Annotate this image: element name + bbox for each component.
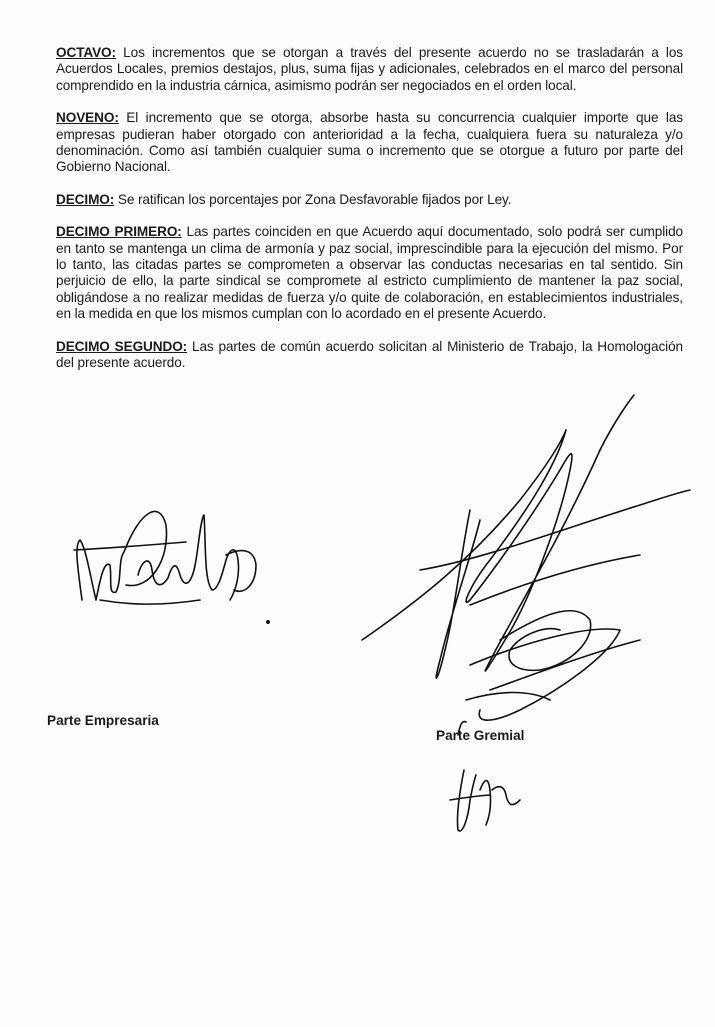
clause-heading: NOVENO: bbox=[56, 110, 119, 126]
clause-heading: DECIMO: bbox=[56, 191, 115, 207]
signature-empresaria bbox=[77, 511, 256, 600]
clause-heading: OCTAVO: bbox=[56, 45, 116, 60]
clauses-section bbox=[56, 45, 683, 388]
signature-gremial bbox=[362, 395, 634, 671]
clause-decimo bbox=[56, 192, 683, 208]
clause-heading: DECIMO PRIMERO: bbox=[56, 224, 182, 240]
clause-text: El incremento que se otorga, absorbe hasta su concurrencia cualquier importe que las empresas pudieran haber otorgado con anterioridad a la fecha, cualquiera fuera su naturaleza y/o denominación. Como así también cualquier suma o incremento que se otorgue a futuro por parte del Gobierno Nacional. bbox=[56, 110, 683, 175]
label-parte-empresaria: Parte Empresaria bbox=[47, 713, 159, 728]
clause-heading: DECIMO SEGUNDO: bbox=[56, 338, 188, 354]
clause-text: Las partes de común acuerdo solicitan al Ministerio de Trabajo, la Homologación del presente acuerdo. bbox=[56, 338, 683, 371]
clause-decimo-primero bbox=[56, 224, 683, 322]
clause-decimo-segundo bbox=[56, 339, 683, 372]
clause-noveno bbox=[56, 110, 683, 176]
clause-text: Se ratifican los porcentajes por Zona Desfavorable fijados por Ley. bbox=[117, 191, 512, 207]
label-parte-gremial: Parte Gremial bbox=[436, 728, 525, 743]
clause-text: Las partes coinciden en que Acuerdo aquí documentado, solo podrá ser cumplido en tanto se mantenga un clima de armonía y paz social, imprescindible para la ejecución del mismo. Por lo tanto, las citadas partes se comprometen a observar las conductas necesarias en tal sentido. Sin perjuicio de ello, la parte sindical se compromete al estricto cumplimiento de mantener la paz social, obligándose a no realizar medidas de fuerza y/o quite de colaboración, en establecimientos industriales, en la medida en que los mismos cumplan con lo acordado en el presente Acuerdo. bbox=[56, 224, 683, 322]
clause-octavo bbox=[56, 45, 683, 94]
clause-text: Los incrementos que se otorgan a través del presente acuerdo no se trasladarán a los Acuerdos Locales, premios destajos, plus, suma fijas y adicionales, celebrados en el marco del personal comprendido en la industria cárnica, asimismo podrán ser negociados en el orden local. bbox=[56, 45, 683, 93]
